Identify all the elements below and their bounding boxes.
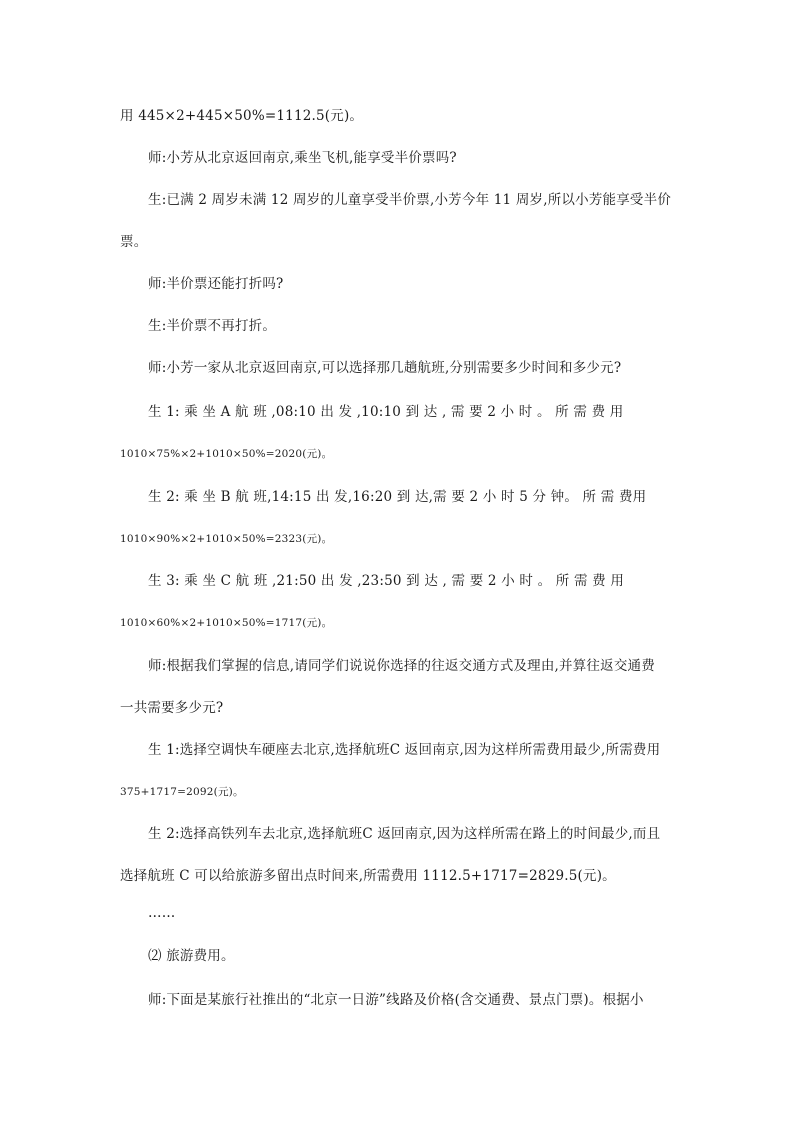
ellipsis-line: …… [148, 905, 176, 921]
text-line-12: 生 3: 乘 坐 C 航 班 ,21:50 出 发 ,23:50 到 达 , 需 要 2 小 时 。 所 需 费 用 [148, 573, 625, 589]
text-line-6: 生:半价票不再打折。 [148, 318, 277, 334]
text-line-8: 生 1: 乘 坐 A 航 班 ,08:10 出 发 ,10:10 到 达 , 需 要 2 小 时 。 所 需 费 用 [148, 404, 624, 420]
text-line-1: 用 445×2+445×50%=1112.5(元)。 [120, 108, 364, 124]
text-line-5: 师:半价票还能打折吗? [148, 276, 284, 292]
text-line-4: 票。 [120, 234, 148, 250]
text-line-13: 1010×60%×2+1010×50%=1717(元)。 [120, 617, 333, 629]
text-line-10: 生 2: 乘 坐 B 航 班,14:15 出 发,16:20 到 达,需 要 2 小 时 5 分 钟。 所 需 费用 [148, 489, 647, 505]
text-line-7: 师:小芳一家从北京返回南京,可以选择那几趟航班,分别需要多少时间和多少元? [148, 360, 622, 376]
text-line-14: 师:根据我们掌握的信息,请同学们说说你选择的往返交通方式及理由,并算往返交通费 [148, 658, 655, 674]
text-line-22: 师:下面是某旅行社推出的“北京一日游”线路及价格(含交通费、景点门票)。根据小 [148, 992, 644, 1008]
text-line-15: 一共需要多少元? [120, 700, 224, 716]
text-line-17: 375+1717=2092(元)。 [120, 786, 244, 798]
text-line-2: 师:小芳从北京返回南京,乘坐飞机,能享受半价票吗? [148, 150, 457, 166]
section-heading-travel-cost: ⑵ 旅游费用。 [148, 948, 235, 964]
text-line-9: 1010×75%×2+1010×50%=2020(元)。 [120, 448, 333, 460]
text-line-11: 1010×90%×2+1010×50%=2323(元)。 [120, 533, 333, 545]
text-line-19: 选择航班 C 可以给旅游多留出点时间来,所需费用 1112.5+1717=2829.5(元)。 [120, 868, 616, 884]
text-line-3: 生:已满 2 周岁未满 12 周岁的儿童享受半价票,小芳今年 11 周岁,所以小芳能享受半价 [148, 192, 672, 208]
text-line-18: 生 2:选择高铁列车去北京,选择航班C 返回南京,因为这样所需在路上的时间最少,而且 [148, 826, 661, 842]
text-line-16: 生 1:选择空调快车硬座去北京,选择航班C 返回南京,因为这样所需费用最少,所需费用 [148, 742, 661, 758]
